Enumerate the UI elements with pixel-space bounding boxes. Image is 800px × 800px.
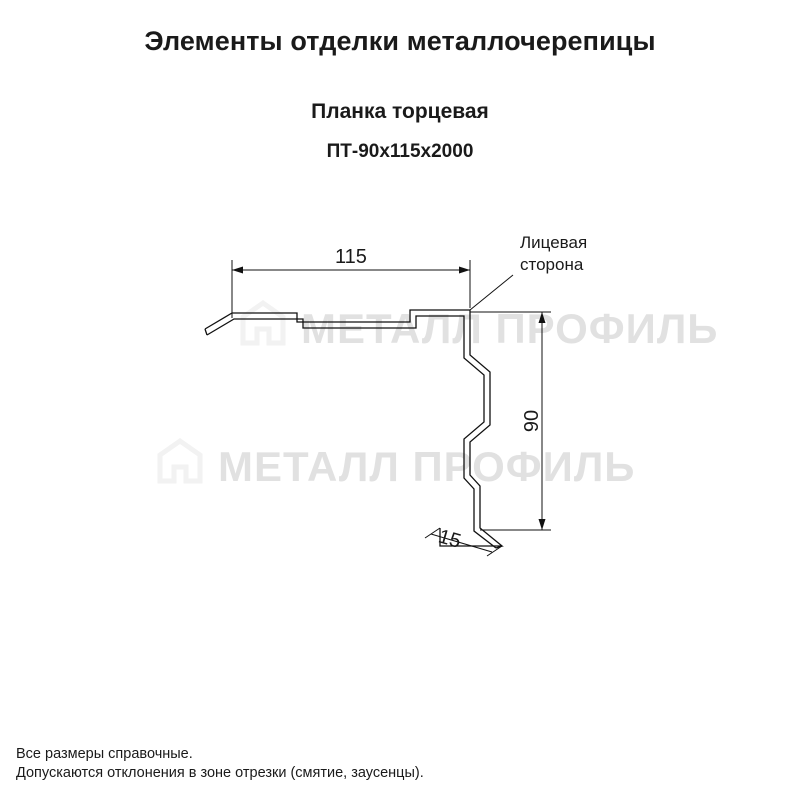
footnote-line-2: Допускаются отклонения в зоне отрезки (смятие, заусенцы). bbox=[16, 765, 424, 781]
face-side-label-line2: сторона bbox=[520, 255, 584, 274]
face-side-leader bbox=[470, 275, 513, 310]
footnotes bbox=[16, 745, 424, 783]
dimension-115 bbox=[232, 260, 470, 318]
dimension-115-label: 115 bbox=[335, 246, 367, 268]
product-name: Планка торцевая bbox=[311, 100, 489, 123]
profile-outline bbox=[205, 310, 502, 548]
watermark-text-line2: МЕТАЛЛ ПРОФИЛЬ bbox=[218, 443, 636, 490]
footnote-line-1: Все размеры справочные. bbox=[16, 746, 193, 762]
dimension-90-label: 90 bbox=[521, 409, 543, 433]
technical-drawing bbox=[0, 190, 800, 610]
dimension-15-label: 15 bbox=[435, 525, 464, 553]
product-code: ПТ-90х115х2000 bbox=[326, 141, 474, 162]
watermark-text-line1: МЕТАЛЛ ПРОФИЛЬ bbox=[301, 305, 719, 352]
face-side-label-line1: Лицевая bbox=[520, 233, 588, 252]
page-title: Элементы отделки металлочерепицы bbox=[144, 26, 656, 56]
